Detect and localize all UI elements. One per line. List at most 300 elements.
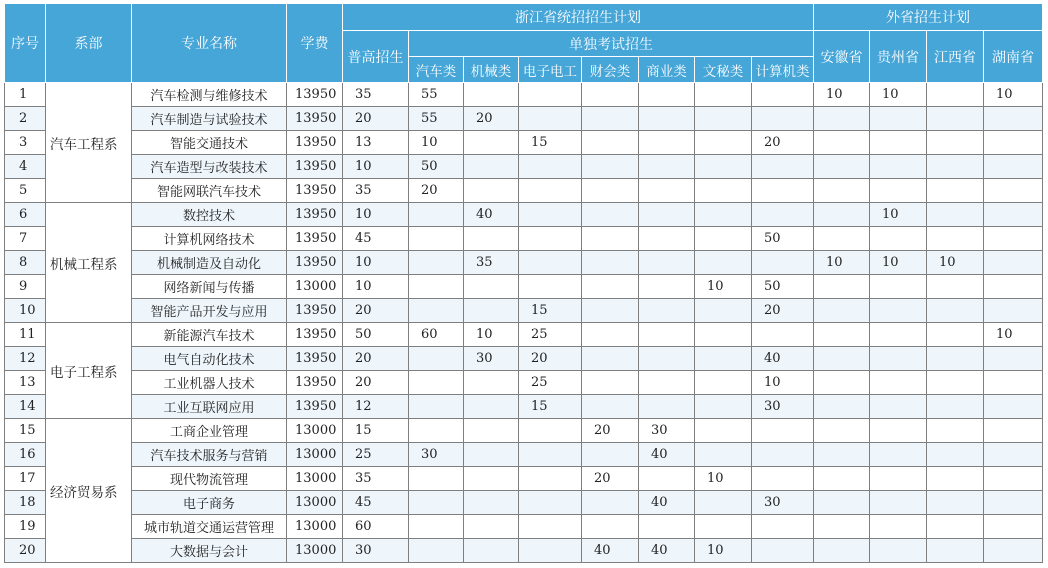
cell-seq: 20 — [5, 539, 46, 563]
cell-province-quota — [984, 539, 1043, 563]
cell-category-quota: 30 — [409, 443, 464, 467]
cell-province-quota: 10 — [870, 203, 927, 227]
cell-province-quota — [814, 131, 870, 155]
table-row — [5, 251, 1043, 275]
cell-province-quota — [984, 515, 1043, 539]
cell-province-quota — [927, 83, 984, 107]
cell-category-quota: 30 — [639, 419, 695, 443]
cell-category-quota — [639, 155, 695, 179]
header-province-jiangxi: 江西省 — [927, 31, 984, 83]
cell-category-quota — [639, 371, 695, 395]
cell-general-quota: 10 — [343, 203, 409, 227]
cell-category-quota: 40 — [464, 203, 519, 227]
cell-category-quota — [519, 179, 582, 203]
cell-category-quota: 20 — [752, 299, 814, 323]
cell-general-quota: 35 — [343, 83, 409, 107]
cell-category-quota — [519, 227, 582, 251]
cell-province-quota — [984, 299, 1043, 323]
cell-seq: 13 — [5, 371, 46, 395]
cell-category-quota — [752, 419, 814, 443]
cell-province-quota — [927, 203, 984, 227]
cell-province-quota — [870, 107, 927, 131]
cell-seq: 18 — [5, 491, 46, 515]
cell-category-quota: 30 — [752, 395, 814, 419]
table-row — [5, 107, 1043, 131]
header-zhejiang-plan: 浙江省统招招生计划 — [343, 4, 814, 31]
cell-category-quota — [582, 395, 639, 419]
table-row — [5, 443, 1043, 467]
cell-province-quota — [814, 179, 870, 203]
header-separate-exam: 单独考试招生 — [409, 31, 814, 57]
cell-category-quota — [464, 179, 519, 203]
cell-general-quota: 13 — [343, 131, 409, 155]
cell-seq: 17 — [5, 467, 46, 491]
cell-province-quota — [870, 491, 927, 515]
cell-category-quota: 55 — [409, 107, 464, 131]
header-province-guizhou: 贵州省 — [870, 31, 927, 83]
cell-province-quota — [870, 539, 927, 563]
cell-general-quota: 10 — [343, 275, 409, 299]
cell-seq: 9 — [5, 275, 46, 299]
cell-major-name: 大数据与会计 — [132, 539, 287, 563]
cell-fee: 13950 — [287, 203, 343, 227]
cell-fee: 13950 — [287, 371, 343, 395]
cell-seq: 6 — [5, 203, 46, 227]
header-cat-auto: 汽车类 — [409, 57, 464, 83]
header-cat-business: 商业类 — [639, 57, 695, 83]
cell-category-quota — [464, 539, 519, 563]
cell-province-quota — [814, 323, 870, 347]
table-row — [5, 347, 1043, 371]
cell-fee: 13950 — [287, 251, 343, 275]
cell-province-quota — [870, 371, 927, 395]
cell-category-quota: 20 — [582, 467, 639, 491]
cell-province-quota — [927, 323, 984, 347]
cell-category-quota: 15 — [519, 395, 582, 419]
cell-fee: 13000 — [287, 443, 343, 467]
cell-province-quota — [927, 467, 984, 491]
cell-category-quota — [409, 419, 464, 443]
header-province-hunan: 湖南省 — [984, 31, 1043, 83]
header-cat-electronics: 电子电工 — [519, 57, 582, 83]
cell-major-name: 电气自动化技术 — [132, 347, 287, 371]
cell-category-quota — [639, 275, 695, 299]
cell-category-quota: 10 — [695, 467, 752, 491]
cell-province-quota — [927, 275, 984, 299]
cell-major-name: 网络新闻与传播 — [132, 275, 287, 299]
cell-province-quota — [927, 539, 984, 563]
cell-province-quota: 10 — [927, 251, 984, 275]
cell-province-quota — [814, 107, 870, 131]
cell-category-quota — [519, 155, 582, 179]
cell-category-quota: 10 — [409, 131, 464, 155]
cell-general-quota: 35 — [343, 179, 409, 203]
cell-fee: 13950 — [287, 83, 343, 107]
cell-province-quota — [984, 227, 1043, 251]
cell-fee: 13950 — [287, 227, 343, 251]
cell-seq: 12 — [5, 347, 46, 371]
cell-category-quota — [464, 419, 519, 443]
cell-province-quota — [984, 251, 1043, 275]
cell-province-quota — [814, 395, 870, 419]
cell-category-quota — [464, 275, 519, 299]
cell-province-quota — [814, 539, 870, 563]
cell-category-quota — [464, 83, 519, 107]
cell-province-quota — [814, 515, 870, 539]
cell-province-quota — [870, 227, 927, 251]
cell-province-quota — [870, 515, 927, 539]
table-row — [5, 515, 1043, 539]
cell-category-quota — [695, 419, 752, 443]
cell-province-quota — [814, 419, 870, 443]
cell-category-quota — [639, 347, 695, 371]
cell-category-quota — [582, 299, 639, 323]
cell-category-quota — [409, 275, 464, 299]
cell-category-quota — [639, 227, 695, 251]
cell-category-quota: 20 — [519, 347, 582, 371]
cell-category-quota — [582, 275, 639, 299]
cell-category-quota — [519, 539, 582, 563]
cell-province-quota — [927, 371, 984, 395]
cell-category-quota — [582, 443, 639, 467]
cell-province-quota — [870, 395, 927, 419]
cell-category-quota — [582, 83, 639, 107]
cell-category-quota — [519, 275, 582, 299]
cell-category-quota — [582, 251, 639, 275]
cell-province-quota — [984, 419, 1043, 443]
cell-general-quota: 12 — [343, 395, 409, 419]
cell-province-quota — [927, 227, 984, 251]
cell-general-quota: 45 — [343, 227, 409, 251]
table-row — [5, 539, 1043, 563]
table-row — [5, 467, 1043, 491]
cell-category-quota — [582, 203, 639, 227]
cell-province-quota: 10 — [814, 83, 870, 107]
cell-seq: 1 — [5, 83, 46, 107]
cell-province-quota: 10 — [814, 251, 870, 275]
cell-province-quota — [814, 347, 870, 371]
cell-fee: 13950 — [287, 395, 343, 419]
cell-major-name: 汽车制造与试验技术 — [132, 107, 287, 131]
cell-general-quota: 45 — [343, 491, 409, 515]
table-row — [5, 491, 1043, 515]
header-dept: 系部 — [46, 4, 132, 83]
cell-category-quota — [409, 491, 464, 515]
header-cat-secretarial: 文秘类 — [695, 57, 752, 83]
cell-province-quota — [870, 323, 927, 347]
cell-fee: 13000 — [287, 515, 343, 539]
cell-category-quota — [464, 515, 519, 539]
cell-category-quota — [752, 323, 814, 347]
cell-category-quota — [695, 323, 752, 347]
cell-category-quota — [519, 443, 582, 467]
cell-major-name: 机械制造及自动化 — [132, 251, 287, 275]
cell-category-quota: 20 — [582, 419, 639, 443]
table-row — [5, 131, 1043, 155]
cell-category-quota — [519, 203, 582, 227]
cell-province-quota — [814, 155, 870, 179]
cell-category-quota — [695, 227, 752, 251]
cell-category-quota — [582, 107, 639, 131]
cell-seq: 11 — [5, 323, 46, 347]
cell-category-quota — [695, 131, 752, 155]
cell-category-quota — [639, 179, 695, 203]
cell-general-quota: 35 — [343, 467, 409, 491]
cell-province-quota — [927, 419, 984, 443]
cell-province-quota — [870, 443, 927, 467]
cell-province-quota: 10 — [870, 83, 927, 107]
cell-major-name: 城市轨道交通运营管理 — [132, 515, 287, 539]
cell-category-quota — [639, 203, 695, 227]
cell-category-quota — [409, 395, 464, 419]
table-row — [5, 179, 1043, 203]
cell-category-quota — [519, 419, 582, 443]
cell-province-quota — [814, 227, 870, 251]
cell-province-quota — [927, 107, 984, 131]
cell-province-quota — [984, 179, 1043, 203]
cell-category-quota — [695, 83, 752, 107]
cell-province-quota — [984, 347, 1043, 371]
cell-category-quota — [639, 251, 695, 275]
cell-general-quota: 25 — [343, 443, 409, 467]
cell-category-quota: 40 — [639, 539, 695, 563]
cell-category-quota — [695, 347, 752, 371]
cell-seq: 8 — [5, 251, 46, 275]
cell-category-quota — [752, 203, 814, 227]
cell-category-quota: 50 — [409, 155, 464, 179]
cell-category-quota: 10 — [695, 275, 752, 299]
cell-province-quota — [984, 131, 1043, 155]
cell-major-name: 汽车检测与维修技术 — [132, 83, 287, 107]
cell-category-quota — [639, 299, 695, 323]
cell-category-quota: 15 — [519, 299, 582, 323]
cell-category-quota — [464, 155, 519, 179]
cell-general-quota: 10 — [343, 251, 409, 275]
cell-general-quota: 20 — [343, 347, 409, 371]
cell-major-name: 工业机器人技术 — [132, 371, 287, 395]
cell-category-quota — [464, 131, 519, 155]
cell-category-quota: 30 — [752, 491, 814, 515]
table-row — [5, 227, 1043, 251]
table-row — [5, 395, 1043, 419]
cell-category-quota: 15 — [519, 131, 582, 155]
header-cat-accounting: 财会类 — [582, 57, 639, 83]
cell-category-quota — [639, 515, 695, 539]
cell-category-quota — [582, 371, 639, 395]
header-fee: 学费 — [287, 4, 343, 83]
cell-province-quota: 10 — [984, 83, 1043, 107]
cell-general-quota: 20 — [343, 299, 409, 323]
cell-major-name: 计算机网络技术 — [132, 227, 287, 251]
cell-fee: 13950 — [287, 323, 343, 347]
cell-province-quota — [927, 515, 984, 539]
cell-category-quota: 55 — [409, 83, 464, 107]
table-row — [5, 299, 1043, 323]
cell-province-quota — [814, 299, 870, 323]
cell-province-quota — [927, 443, 984, 467]
enrollment-plan-table — [4, 3, 1043, 563]
cell-category-quota — [409, 515, 464, 539]
cell-major-name: 数控技术 — [132, 203, 287, 227]
cell-category-quota — [582, 227, 639, 251]
header-seq: 序号 — [5, 4, 46, 83]
cell-category-quota — [409, 467, 464, 491]
cell-general-quota: 60 — [343, 515, 409, 539]
cell-category-quota — [695, 179, 752, 203]
cell-major-name: 智能网联汽车技术 — [132, 179, 287, 203]
cell-fee: 13950 — [287, 179, 343, 203]
cell-province-quota — [927, 299, 984, 323]
cell-province-quota — [984, 371, 1043, 395]
cell-category-quota: 20 — [752, 131, 814, 155]
cell-province-quota — [984, 275, 1043, 299]
cell-major-name: 智能交通技术 — [132, 131, 287, 155]
cell-category-quota — [582, 491, 639, 515]
cell-province-quota — [984, 443, 1043, 467]
cell-province-quota — [927, 347, 984, 371]
cell-general-quota: 20 — [343, 107, 409, 131]
cell-province-quota — [814, 203, 870, 227]
table-row — [5, 83, 1043, 107]
cell-province-quota — [870, 179, 927, 203]
header-province-anhui: 安徽省 — [814, 31, 870, 83]
cell-category-quota: 50 — [752, 275, 814, 299]
cell-category-quota — [519, 515, 582, 539]
header-major: 专业名称 — [132, 4, 287, 83]
cell-category-quota — [639, 131, 695, 155]
cell-category-quota — [752, 155, 814, 179]
cell-category-quota — [409, 251, 464, 275]
cell-seq: 7 — [5, 227, 46, 251]
table-row — [5, 419, 1043, 443]
cell-category-quota: 25 — [519, 323, 582, 347]
cell-category-quota: 40 — [582, 539, 639, 563]
cell-category-quota — [409, 227, 464, 251]
cell-province-quota — [927, 395, 984, 419]
cell-category-quota — [409, 371, 464, 395]
cell-category-quota — [582, 155, 639, 179]
cell-major-name: 汽车技术服务与营销 — [132, 443, 287, 467]
cell-category-quota: 35 — [464, 251, 519, 275]
cell-province-quota — [814, 371, 870, 395]
table-body — [5, 83, 1043, 563]
cell-province-quota — [814, 467, 870, 491]
cell-category-quota — [582, 515, 639, 539]
cell-province-quota — [814, 275, 870, 299]
cell-category-quota: 40 — [752, 347, 814, 371]
cell-category-quota — [519, 83, 582, 107]
cell-category-quota: 40 — [639, 443, 695, 467]
table-row — [5, 275, 1043, 299]
cell-category-quota: 40 — [639, 491, 695, 515]
cell-category-quota — [695, 491, 752, 515]
enrollment-plan-table-container — [4, 3, 1043, 563]
table-row — [5, 203, 1043, 227]
cell-category-quota — [519, 251, 582, 275]
cell-major-name: 智能产品开发与应用 — [132, 299, 287, 323]
table-header — [5, 4, 1043, 83]
cell-major-name: 工业互联网应用 — [132, 395, 287, 419]
cell-category-quota — [464, 467, 519, 491]
cell-seq: 10 — [5, 299, 46, 323]
cell-seq: 16 — [5, 443, 46, 467]
header-general: 普高招生 — [343, 31, 409, 83]
cell-fee: 13000 — [287, 275, 343, 299]
cell-seq: 2 — [5, 107, 46, 131]
cell-fee: 13950 — [287, 155, 343, 179]
cell-province-quota — [984, 107, 1043, 131]
cell-category-quota: 25 — [519, 371, 582, 395]
cell-department: 汽车工程系 — [46, 83, 132, 203]
cell-province-quota — [870, 347, 927, 371]
cell-category-quota: 30 — [464, 347, 519, 371]
cell-province-quota — [927, 131, 984, 155]
cell-category-quota — [582, 131, 639, 155]
cell-category-quota: 20 — [409, 179, 464, 203]
cell-category-quota: 10 — [464, 323, 519, 347]
cell-seq: 15 — [5, 419, 46, 443]
cell-department: 经济贸易系 — [46, 419, 132, 563]
cell-category-quota — [695, 371, 752, 395]
cell-category-quota — [464, 491, 519, 515]
cell-fee: 13000 — [287, 539, 343, 563]
cell-category-quota — [752, 467, 814, 491]
cell-category-quota — [519, 107, 582, 131]
cell-category-quota — [695, 251, 752, 275]
cell-fee: 13000 — [287, 491, 343, 515]
cell-category-quota — [752, 83, 814, 107]
cell-category-quota: 20 — [464, 107, 519, 131]
cell-category-quota — [464, 227, 519, 251]
cell-fee: 13950 — [287, 347, 343, 371]
cell-category-quota — [464, 371, 519, 395]
cell-province-quota — [870, 131, 927, 155]
cell-category-quota — [464, 395, 519, 419]
cell-province-quota — [870, 299, 927, 323]
cell-province-quota — [814, 491, 870, 515]
cell-category-quota — [695, 107, 752, 131]
cell-fee: 13950 — [287, 131, 343, 155]
cell-category-quota: 50 — [752, 227, 814, 251]
cell-category-quota — [639, 395, 695, 419]
cell-category-quota — [639, 323, 695, 347]
cell-major-name: 工商企业管理 — [132, 419, 287, 443]
cell-seq: 19 — [5, 515, 46, 539]
cell-category-quota — [695, 515, 752, 539]
cell-category-quota — [519, 467, 582, 491]
cell-category-quota — [519, 491, 582, 515]
cell-category-quota: 10 — [695, 539, 752, 563]
header-cat-computer: 计算机类 — [752, 57, 814, 83]
cell-category-quota: 10 — [752, 371, 814, 395]
cell-category-quota — [639, 83, 695, 107]
cell-province-quota — [984, 203, 1043, 227]
cell-major-name: 汽车造型与改装技术 — [132, 155, 287, 179]
cell-fee: 13950 — [287, 299, 343, 323]
cell-fee: 13950 — [287, 107, 343, 131]
cell-general-quota: 10 — [343, 155, 409, 179]
cell-category-quota — [639, 467, 695, 491]
cell-general-quota: 15 — [343, 419, 409, 443]
cell-category-quota — [582, 347, 639, 371]
cell-fee: 13000 — [287, 419, 343, 443]
cell-major-name: 电子商务 — [132, 491, 287, 515]
cell-seq: 3 — [5, 131, 46, 155]
cell-category-quota — [752, 539, 814, 563]
cell-category-quota — [582, 323, 639, 347]
cell-major-name: 现代物流管理 — [132, 467, 287, 491]
cell-major-name: 新能源汽车技术 — [132, 323, 287, 347]
